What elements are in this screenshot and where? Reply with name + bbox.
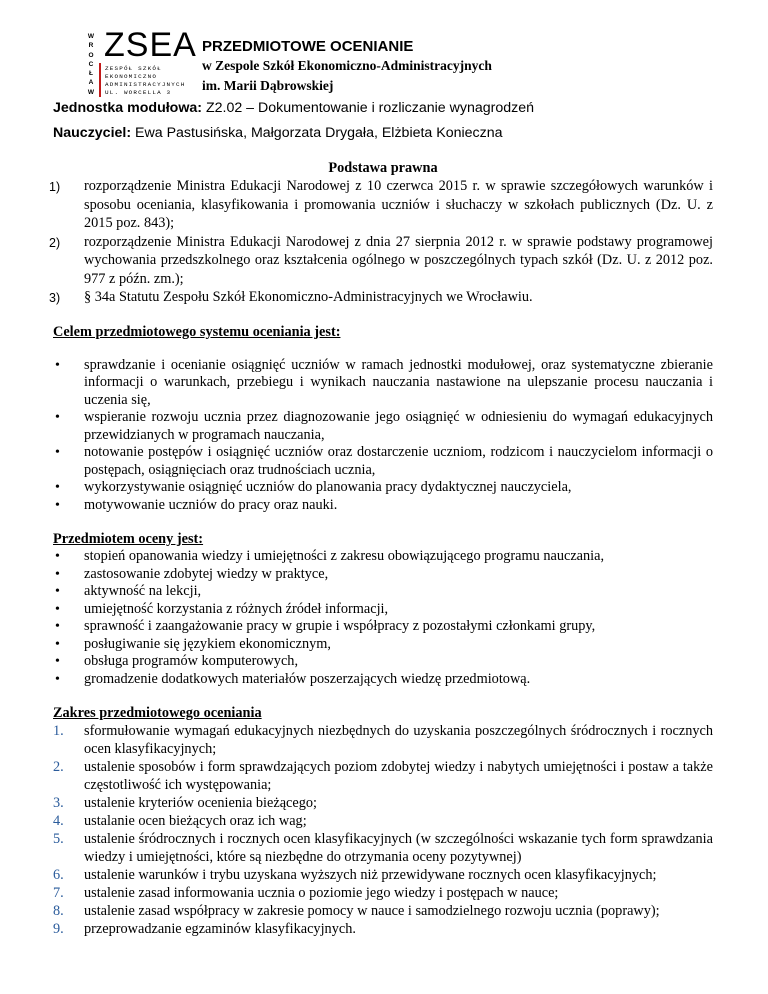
legal-basis-heading: Podstawa prawna	[328, 160, 438, 176]
teachers-value: Ewa Pastusińska, Małgorzata Drygała, Elżbieta Konieczna	[135, 125, 503, 141]
list-item: • gromadzenie dodatkowych materiałów poszerzających wiedzę przedmiotową.	[53, 671, 713, 689]
list-item: • umiejętność korzystania z różnych źródeł informacji,	[53, 601, 713, 619]
list-item: • sprawność i zaangażowanie pracy w grupie i współpracy z pozostałymi członkami grupy,	[53, 618, 713, 636]
school-patron: im. Marii Dąbrowskiej	[202, 78, 334, 93]
logo-accent-bar	[99, 63, 101, 97]
list-item: • obsługa programów komputerowych,	[53, 653, 713, 671]
list-item: • notowanie postępów i osiągnięć uczniów oraz dostarczenie uczniom, rodzicom i nauczycielom informacji o postępach, osiągnięciach oraz trudnościach ucznia,	[53, 444, 713, 479]
list-item: 1) rozporządzenie Ministra Edukacji Narodowej z 10 czerwca 2015 r. w sprawie szczegółowych warunków i sposobu oceniania, klasyfikowania i promowania uczniów i słuchaczy w szkołach publicznych (Dz. U. z 2015 poz. 843);	[49, 178, 713, 231]
school-logo	[86, 26, 198, 98]
goals-list	[53, 357, 713, 515]
list-item: 8. ustalenie zasad współpracy w zakresie pomocy w nauce i samodzielnego rozwoju ucznia (poprawy);	[53, 903, 660, 919]
logo-wordmark: ZSEA	[104, 26, 197, 64]
list-item: 2) rozporządzenie Ministra Edukacji Narodowej z dnia 27 sierpnia 2012 r. w sprawie podstawy programowej wychowania przedszkolnego oraz kształcenia ogólnego w poszczególnych typach szkół (Dz. U. z 2012 poz. 977 z późn. zm.);	[49, 233, 713, 287]
list-item: 3) § 34a Statutu Zespołu Szkół Ekonomiczno-Administracyjnych we Wrocławiu.	[49, 289, 533, 305]
list-item: • wspieranie rozwoju ucznia przez diagnozowanie jego osiągnięć w odniesieniu do wymagań edukacyjnych przewidzianych w programach nauczania,	[53, 409, 713, 444]
scope-heading: Zakres przedmiotowego oceniania	[53, 705, 262, 721]
document-body	[49, 160, 713, 938]
list-item: 6. ustalenie warunków i trybu uzyskana wyższych niż przewidywane rocznych ocen klasyfikacyjnych;	[53, 867, 657, 883]
list-item: • wykorzystywanie osiągnięć uczniów do planowania pracy dydaktycznej nauczyciela,	[53, 479, 713, 497]
list-item: • stopień opanowania wiedzy i umiejętności z zakresu obowiązującego programu nauczania,	[53, 548, 713, 566]
module-unit	[53, 100, 534, 116]
school-name: w Zespole Szkół Ekonomiczno-Administracyjnych	[202, 58, 492, 73]
list-item: • aktywność na lekcji,	[53, 583, 713, 601]
list-item: 4. ustalanie ocen bieżących oraz ich wag;	[53, 813, 307, 829]
list-item: 5. ustalenie śródrocznych i rocznych ocen klasyfikacyjnych (w szczególności wskazanie tych form sprawdzania wiedzy i umiejętności, które są niezbędne do otrzymania oceny pozytywnej)	[53, 831, 713, 865]
subject-heading: Przedmiotem oceny jest:	[53, 531, 204, 547]
list-item: 7. ustalenie zasad informowania ucznia o poziomie jego wiedzy i postępach w nauce;	[53, 885, 559, 901]
list-item: 2. ustalenie sposobów i form sprawdzających poziom zdobytej wiedzy i nabytych umiejętności i postaw a także częstotliwość ich występowania;	[53, 759, 713, 793]
logo-subtext: ZESPÓŁ SZKÓŁ EKONOMICZNO ADMINISTRACYJNYCH UL. WORCELLA 3	[105, 65, 186, 96]
legal-basis-list	[49, 177, 713, 307]
list-item: 9. przeprowadzanie egzaminów klasyfikacyjnych.	[53, 921, 356, 937]
scope-list	[53, 722, 713, 938]
list-item: • zastosowanie zdobytej wiedzy w praktyce,	[53, 566, 713, 584]
list-item: • sprawdzanie i ocenianie osiągnięć uczniów w ramach jednostki modułowej, oraz systematyczne zbieranie informacji o warunkach, przebiegu i wynikach nauczania nastawione na ulepszanie procesu nauczania i uczenia się,	[53, 357, 713, 410]
list-item: 1. sformułowanie wymagań edukacyjnych niezbędnych do uzyskania poszczególnych śródrocznych i rocznych ocen klasyfikacyjnych;	[53, 723, 713, 757]
teachers	[53, 125, 503, 141]
logo-side-letters: W R O C Ł A W	[87, 33, 95, 96]
goals-heading: Celem przedmiotowego systemu oceniania jest:	[53, 323, 341, 340]
subject-list	[53, 548, 713, 688]
list-item: • motywowanie uczniów do pracy oraz nauki.	[53, 497, 713, 515]
module-unit-value: Z2.02 – Dokumentowanie i rozliczanie wynagrodzeń	[205, 100, 535, 116]
list-item: 3. ustalenie kryteriów ocenienia bieżącego;	[53, 795, 318, 811]
teachers-label: Nauczyciel:	[53, 125, 132, 141]
list-item: • posługiwanie się językiem ekonomicznym,	[53, 636, 713, 654]
document-title: PRZEDMIOTOWE OCENIANIE	[202, 38, 414, 55]
module-unit-label: Jednostka modułowa:	[53, 100, 202, 116]
